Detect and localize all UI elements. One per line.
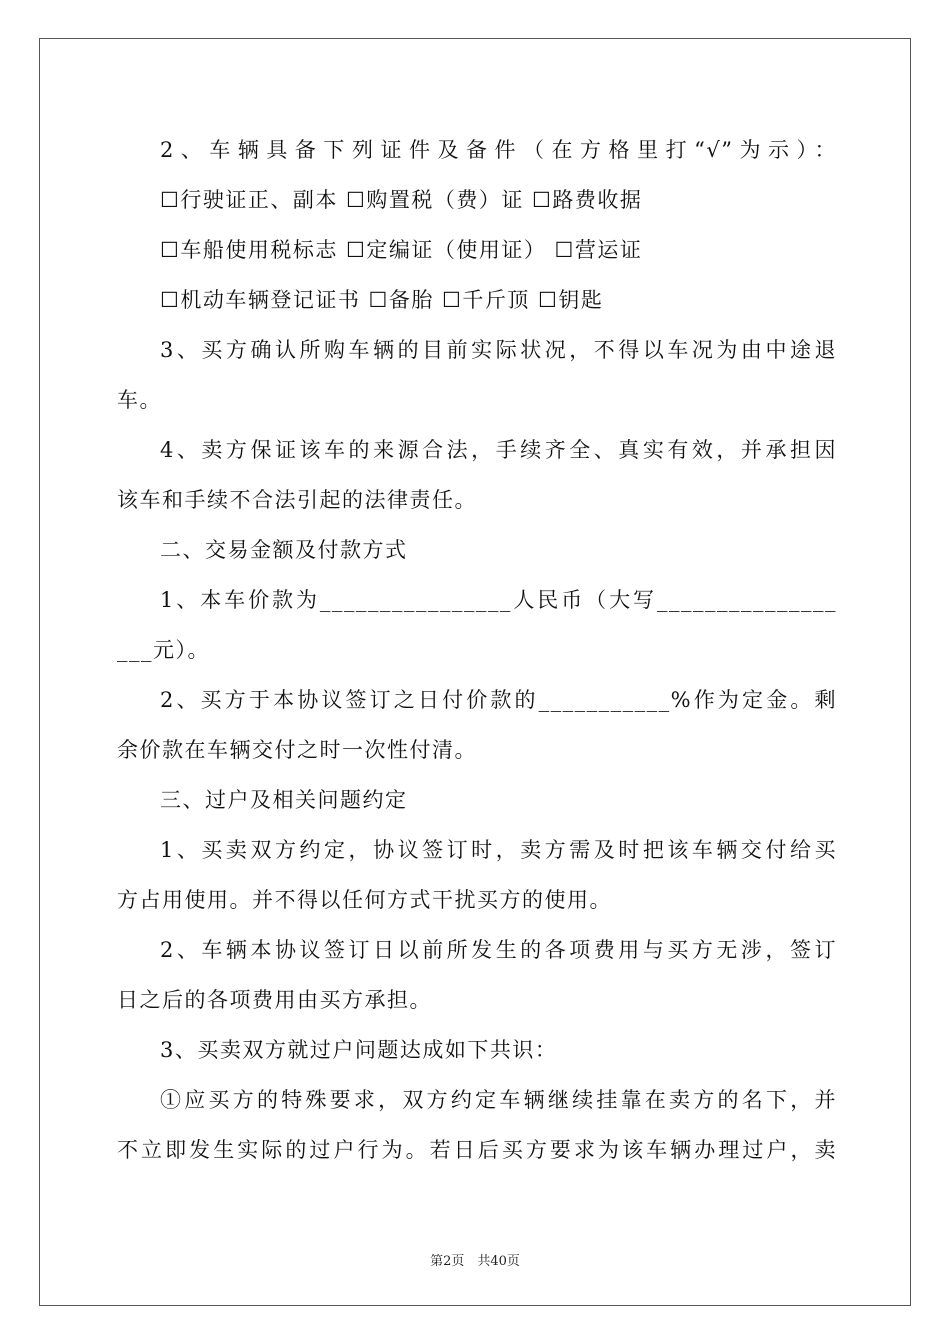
consensus-item-1-line-1: ①应买方的特殊要求，双方约定车辆继续挂靠在卖方的名下，并 [160, 1088, 837, 1112]
clause-2-vehicle-documents: 2、车辆具备下列证件及备件（在方格里打“√”为示）： [160, 138, 837, 162]
page-footer: 第2页 共40页 [430, 1254, 520, 1269]
section-3-heading: 三、过户及相关问题约定 [160, 788, 408, 812]
checkbox-row-2: ☐车船使用税标志 ☐定编证（使用证） ☐营运证 [160, 238, 643, 262]
deposit-clause-line-1: 2、买方于本协议签订之日付价款的___________%作为定金。剩 [160, 688, 837, 712]
deposit-clause-line-2: 余价款在车辆交付之时一次性付清。 [117, 738, 477, 762]
transfer-clause-2-line-2: 日之后的各项费用由买方承担。 [117, 988, 432, 1012]
price-clause-line-2: ___元）。 [117, 638, 210, 662]
page-border [39, 38, 911, 1306]
price-clause-line-1: 1、本车价款为________________人民币（大写_______________ [160, 588, 837, 612]
clause-3-line-2: 车。 [117, 388, 162, 412]
clause-3-line-1: 3、买方确认所购车辆的目前实际状况，不得以车况为由中途退 [160, 338, 837, 362]
consensus-item-1-line-2: 不立即发生实际的过户行为。若日后买方要求为该车辆办理过户，卖 [117, 1138, 837, 1162]
clause-4-line-2: 该车和手续不合法引起的法律责任。 [117, 488, 477, 512]
transfer-clause-3-heading: 3、买卖双方就过户问题达成如下共识： [160, 1038, 558, 1062]
transfer-clause-2-line-1: 2、车辆本协议签订日以前所发生的各项费用与买方无涉，签订 [160, 938, 837, 962]
transfer-clause-1-line-2: 方占用使用。并不得以任何方式干扰买方的使用。 [117, 888, 612, 912]
checkbox-row-3: ☐机动车辆登记证书 ☐备胎 ☐千斤顶 ☐钥匙 [160, 288, 604, 312]
checkbox-row-1: ☐行驶证正、副本 ☐购置税（费）证 ☐路费收据 [160, 188, 643, 212]
clause-4-line-1: 4、卖方保证该车的来源合法，手续齐全、真实有效，并承担因 [160, 438, 837, 462]
section-2-heading: 二、交易金额及付款方式 [160, 538, 408, 562]
transfer-clause-1-line-1: 1、买卖双方约定，协议签订时，卖方需及时把该车辆交付给买 [160, 838, 837, 862]
